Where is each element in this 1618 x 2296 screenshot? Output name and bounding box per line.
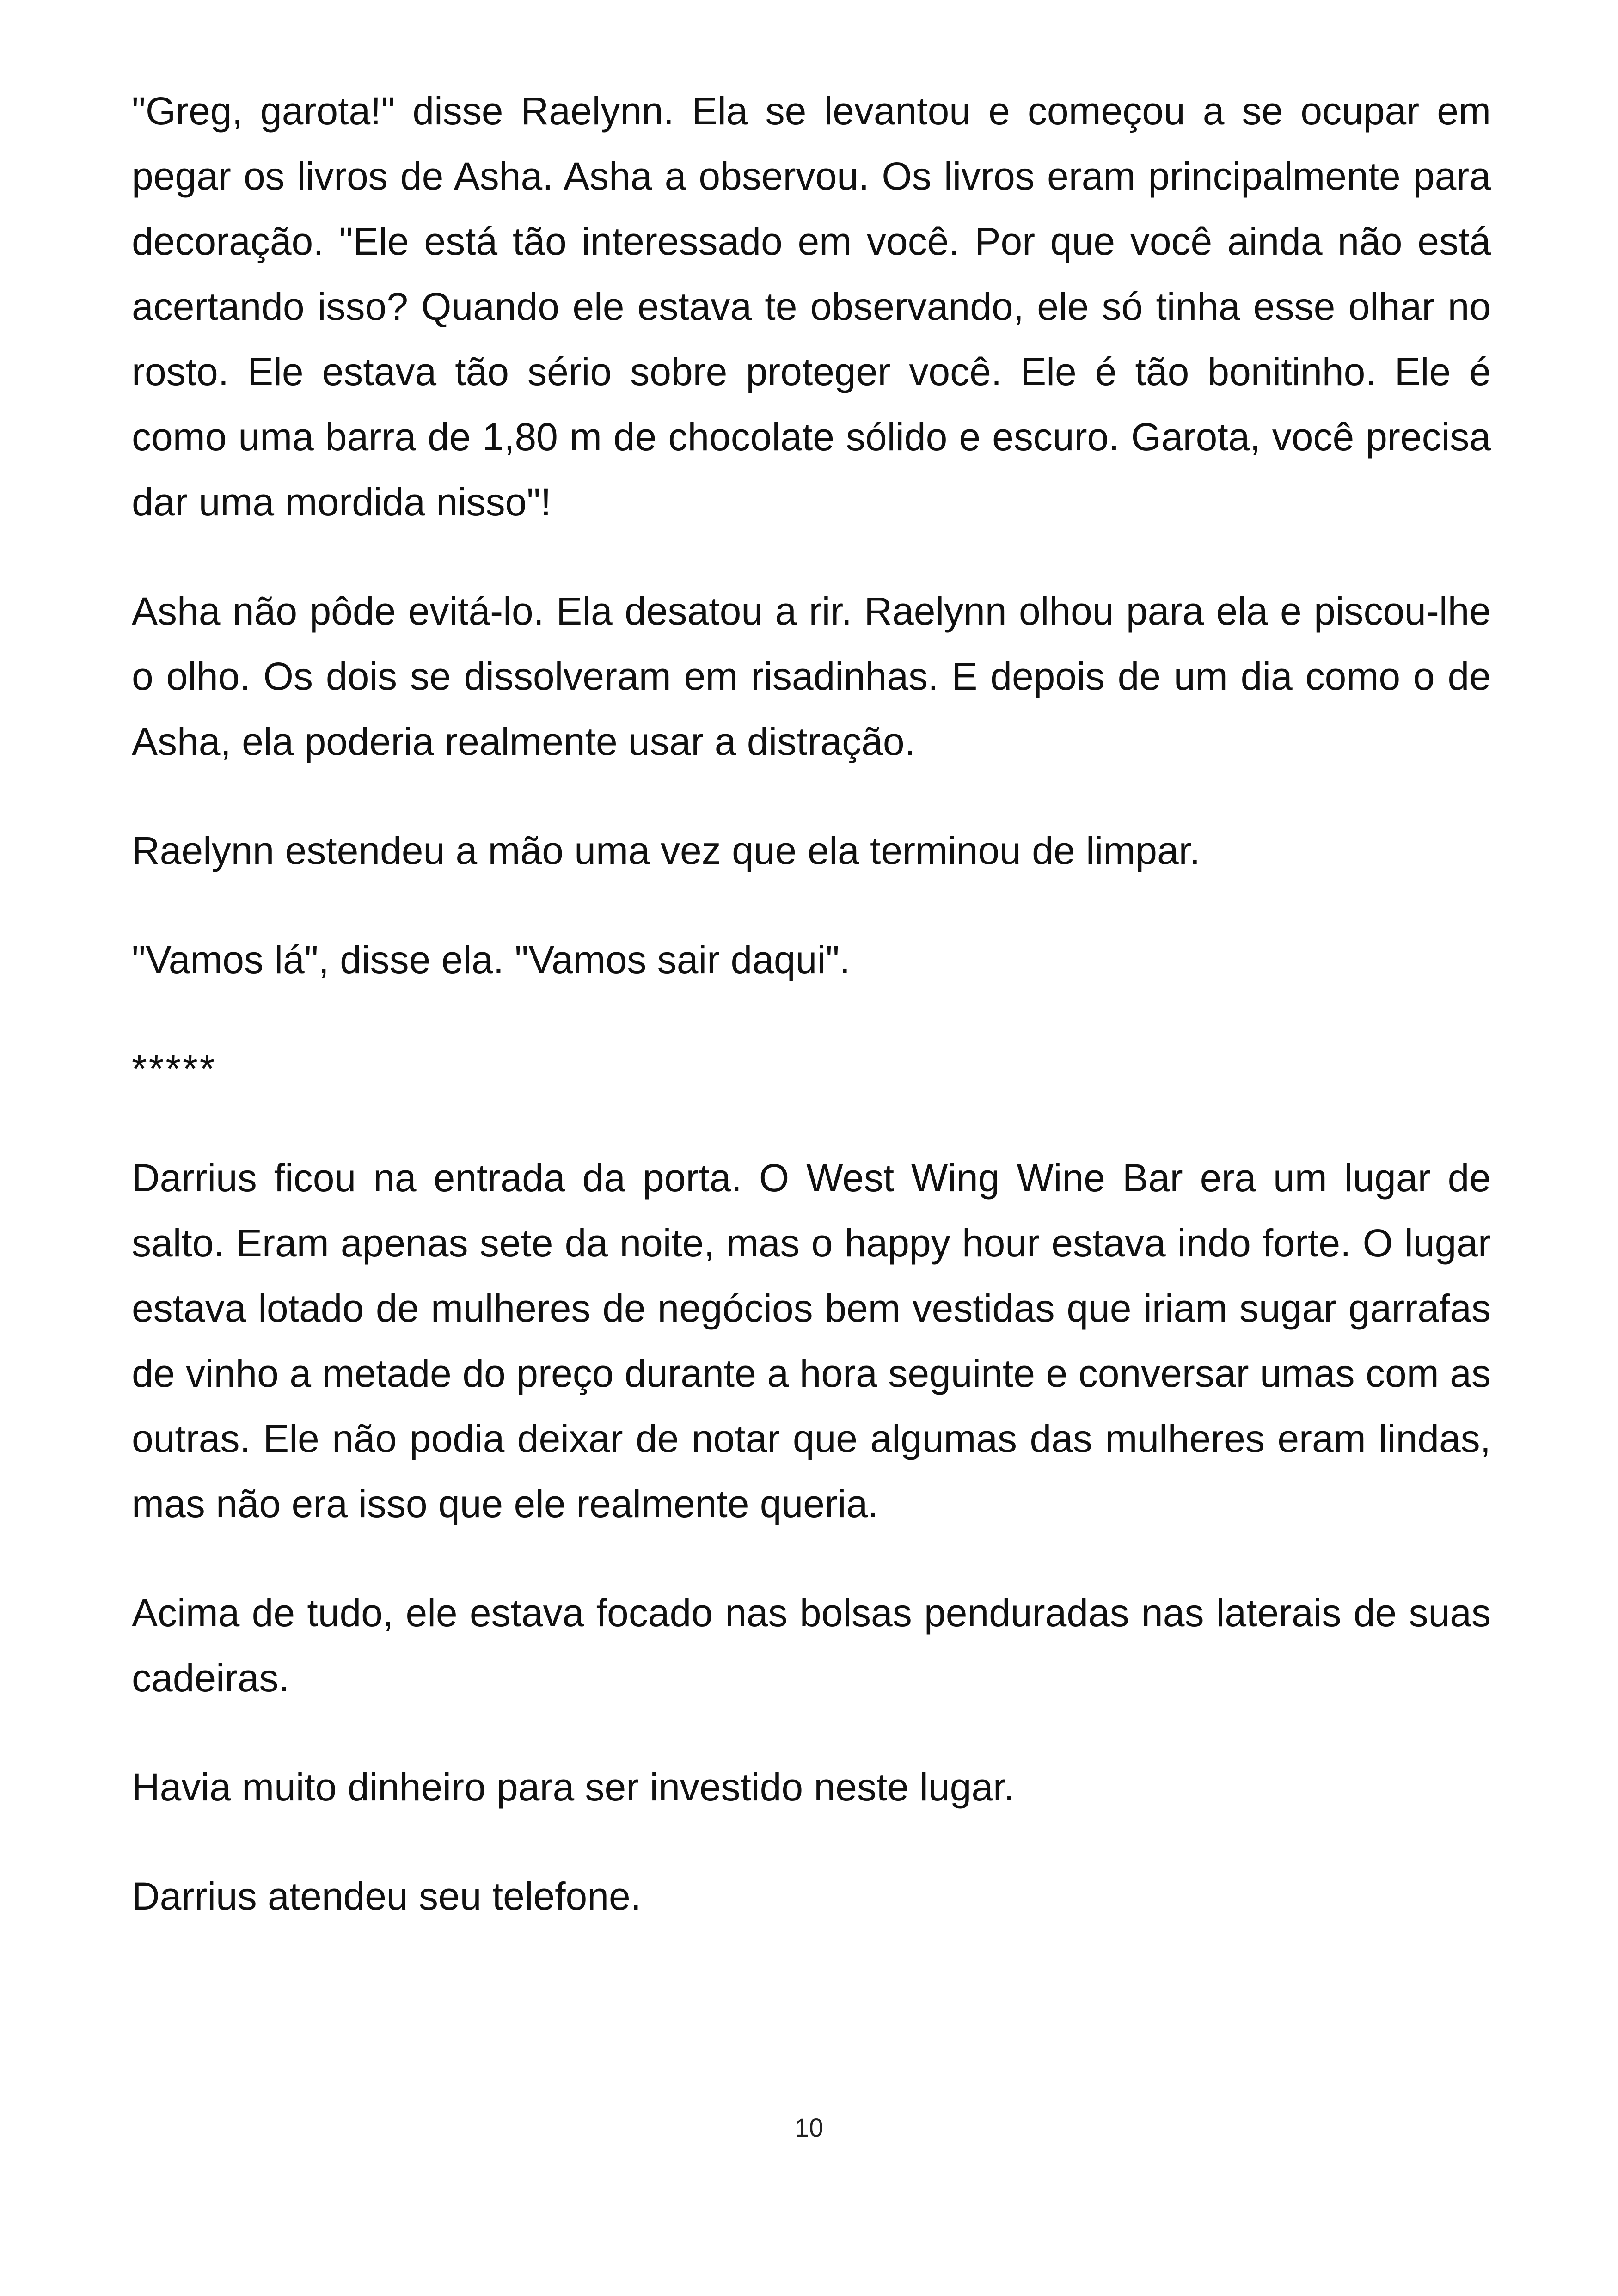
paragraph-bolsas: Acima de tudo, ele estava focado nas bolsas penduradas nas laterais de suas cadeiras. — [132, 1591, 1491, 1700]
paragraph-raelynn-dialogue: "Greg, garota!" disse Raelynn. Ela se levantou e começou a se ocupar em pegar os livros de Asha. Asha a observou. Os livros eram principalmente para decoração. "Ele está tão interessado em você. Por que você ainda não está acertando isso? Quando ele estava te observando, ele só tinha esse olhar no rosto. Ele estava tão sério sobre proteger você. Ele é tão bonitinho. Ele é como uma barra de 1,80 m de chocolate sólido e escuro. Garota, você precisa dar uma mordida nisso"! — [132, 89, 1491, 524]
paragraph-dinheiro: Havia muito dinheiro para ser investido neste lugar. — [132, 1765, 1015, 1809]
body-text — [132, 79, 1491, 1929]
scene-separator: ***** — [132, 1047, 217, 1090]
paragraph-telefone: Darrius atendeu seu telefone. — [132, 1874, 642, 1918]
paragraph-raelynn-hand: Raelynn estendeu a mão uma vez que ela terminou de limpar. — [132, 829, 1201, 872]
page-number: 10 — [794, 2113, 824, 2142]
paragraph-darrius-bar: Darrius ficou na entrada da porta. O West Wing Wine Bar era um lugar de salto. Eram apenas sete da noite, mas o happy hour estava indo forte. O lugar estava lotado de mulheres de negócios bem vestidas que iriam sugar garrafas de vinho a metade do preço durante a hora seguinte e conversar umas com as outras. Ele não podia deixar de notar que algumas das mulheres eram lindas, mas não era isso que ele realmente queria. — [132, 1156, 1491, 1525]
paragraph-vamos-la: "Vamos lá", disse ela. "Vamos sair daqui". — [132, 938, 851, 981]
paragraph-asha-laughs: Asha não pôde evitá-lo. Ela desatou a rir. Raelynn olhou para ela e piscou-lhe o olho. Os dois se dissolveram em risadinhas. E depois de um dia como o de Asha, ela poderia realmente usar a distração. — [132, 589, 1491, 763]
